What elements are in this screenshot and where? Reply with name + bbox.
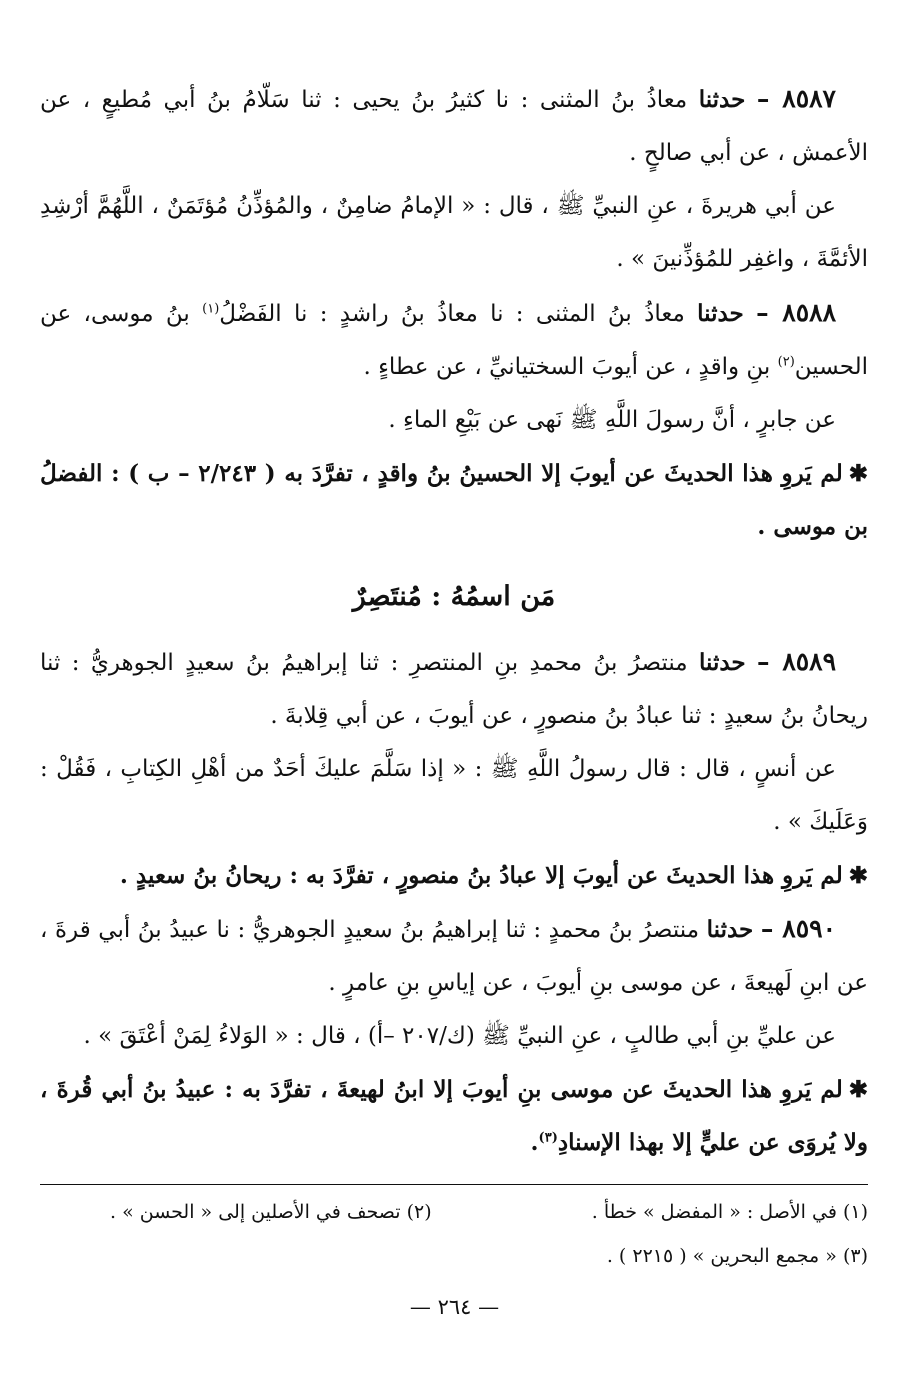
chain-text: منتصرُ بنُ محمدٍ : ثنا إبراهيمُ بنُ سعيدٍ الجوهريُّ : نا عبيدُ بنُ أبي قرةَ ، عن ابنِ لَهيعةَ ، عن موسى بنِ أيوبَ ، عن إياسِ بنِ عامرٍ .: [40, 917, 868, 996]
commentary-note: [40, 447, 868, 553]
commentary-note: [40, 1063, 868, 1169]
hadith-entry-8587: [40, 72, 868, 286]
footnote-ref-3: (٣): [538, 1130, 558, 1146]
page-number: — ٢٦٤ —: [409, 1295, 500, 1319]
commentary-note: [40, 849, 868, 902]
hadith-entry-8590: [40, 902, 868, 1169]
footnote-1: (١) في الأصل : « المفضل » خطأ .: [591, 1201, 868, 1223]
hadith-entry-8588: [40, 286, 868, 553]
chain-text: منتصرُ بنُ محمدِ بنِ المنتصرِ : ثنا إبراهيمُ بنُ سعيدٍ الجوهريُّ : ثنا ريحانُ بنُ سعيدٍ : ثنا عبادُ بنُ منصورٍ ، عن أيوبَ ، عن أبي قِلابةَ .: [40, 650, 868, 729]
hadith-number: ٨٥٨٨ –: [756, 298, 836, 327]
matn: عن أبي هريرةَ ، عنِ النبيِّ ﷺ ، قال : « الإمامُ ضامِنٌ ، والمُؤذِّنُ مُؤتَمَنٌ ، اللَّهُمَّ أرْشِدِ الأئمَّةَ ، واغفِر للمُؤذِّنينَ » .: [40, 193, 868, 272]
lead-word: حدثنا: [706, 916, 754, 943]
isnad: [40, 902, 868, 1010]
note-text: لم يَروِ هذا الحديثَ عن أيوبَ إلا عبادُ بنُ منصورٍ ، تفرَّدَ به : ريحانُ بنُ سعيدٍ .: [119, 862, 843, 889]
hadith-entry-8589: [40, 635, 868, 902]
footnote-ref-1: (١): [202, 301, 220, 317]
lead-word: حدثنا: [698, 86, 746, 113]
matn: عن عليِّ بنِ أبي طالبٍ ، عنِ النبيِّ ﷺ (ك/٢٠٧ –أ) ، قال : « الوَلاءُ لِمَنْ أعْتَقَ » .: [83, 1023, 836, 1049]
footnote-row: [40, 1234, 868, 1278]
chain-text: بنُ موسى، عن الحسين: [40, 301, 868, 380]
matn: عن أنسٍ ، قال : قال رسولُ اللَّهِ ﷺ : « إذا سَلَّمَ عليكَ أحَدٌ من أهْلِ الكِتابِ ، فَقُلْ : وَعَلَيكَ » .: [40, 756, 868, 835]
note-text-end: .: [530, 1129, 539, 1156]
footnote-2: (٢) تصحف في الأصلين إلى « الحسن » .: [110, 1201, 432, 1223]
footnotes: [40, 1190, 868, 1278]
footnote-row: [40, 1190, 868, 1234]
isnad: [40, 72, 868, 180]
lead-word: حدثنا: [697, 300, 744, 327]
note-text: لم يَروِ هذا الحديثَ عن أيوبَ إلا الحسينُ بنُ واقدٍ ، تفرَّدَ به ( ٢/٢٤٣ – ب ) : الفضلُ بن موسى .: [40, 460, 868, 540]
asterisk-icon: ✱: [848, 1076, 868, 1103]
note-text: لم يَروِ هذا الحديثَ عن موسى بنِ أيوبَ إلا ابنُ لهيعةَ ، تفرَّدَ به : عبيدُ بنُ أبي قُرةَ ، ولا يُروَى عن عليٍّ إلا بهذا الإسنادِ: [40, 1076, 868, 1156]
isnad: [40, 286, 868, 394]
chain-text: معاذُ بنُ المثنى : نا كثيرُ بنُ يحيى : ثنا سَلّامُ بنُ أبي مُطيعٍ ، عن الأعمش ، عن أبي صالحٍ .: [40, 87, 868, 166]
page-body: [40, 72, 868, 1169]
footnote-divider: [40, 1184, 868, 1185]
chain-text: معاذُ بنُ المثنى : نا معاذُ بنُ راشدٍ : نا الفَضْلُ: [219, 301, 685, 327]
matn: عن جابرٍ ، أنَّ رسولَ اللَّهِ ﷺ نَهى عن بَيْعِ الماءِ .: [388, 407, 836, 433]
asterisk-icon: ✱: [848, 460, 868, 487]
lead-word: حدثنا: [699, 649, 746, 676]
footnote-ref-2: (٢): [777, 354, 795, 370]
footnote-3: (٣) « مجمع البحرين » ( ٢٢١٥ ) .: [606, 1245, 868, 1267]
hadith-number: ٨٥٨٧ –: [756, 84, 836, 113]
asterisk-icon: ✱: [848, 862, 868, 889]
section-heading: مَن اسمُهُ : مُنتَصِرٌ: [352, 581, 556, 612]
hadith-number: ٨٥٨٩ –: [757, 647, 837, 676]
hadith-number: ٨٥٩٠ –: [760, 914, 836, 943]
isnad: [40, 635, 868, 743]
chain-text: بنِ واقدٍ ، عن أيوبَ السختيانيِّ ، عن عطاءٍ .: [363, 354, 771, 380]
